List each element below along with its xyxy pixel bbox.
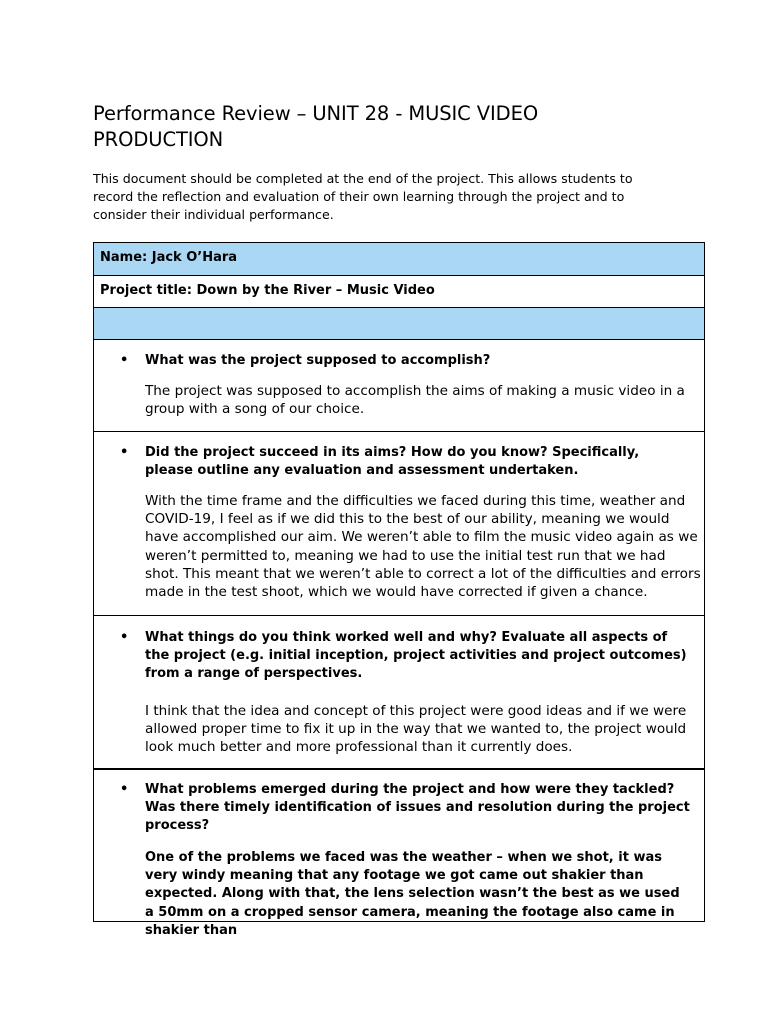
section-question: What was the project supposed to accomplish? — [145, 353, 491, 368]
section-row — [94, 615, 704, 768]
name-row — [94, 243, 704, 275]
intro-paragraph: This document should be completed at the end of the project. This allows students to record the reflection and evaluation of their own learning through the project and to consider their individual performance. — [93, 171, 633, 222]
section-row — [94, 768, 704, 938]
section-row — [94, 431, 704, 615]
section-question: What things do you think worked well and why? Evaluate all aspects of the project (e.g. initial inception, project activities and project outcomes) from a range of perspectives. — [145, 630, 687, 681]
section-row — [94, 339, 704, 431]
section-question: What problems emerged during the project and how were they tackled? Was there timely identification of issues and resolution during the project process? — [145, 782, 690, 833]
review-table — [93, 242, 705, 938]
student-name: Name: Jack O’Hara — [100, 250, 238, 265]
project-title: Project title: Down by the River – Music Video — [100, 283, 435, 298]
blank-header-row — [94, 307, 704, 339]
project-title-row — [94, 275, 704, 307]
section-answer: With the time frame and the difficulties we faced during this time, weather and COVID-19, I feel as if we did this to the best of our ability, meaning we would have accomplished our aim. We weren’t able to film the music video again as we weren’t permitted to, meaning we had to use the initial test run that we had shot. This meant that we weren’t able to correct a lot of the difficulties and errors made in the test shoot, which we would have corrected if given a chance. — [145, 493, 701, 601]
document-title: Performance Review – UNIT 28 - MUSIC VIDEO PRODUCTION — [93, 102, 539, 151]
section-question: Did the project succeed in its aims? How do you know? Specifically, please outline any evaluation and assessment undertaken. — [145, 445, 640, 478]
bullet-marker: • — [120, 782, 129, 797]
section-answer: The project was supposed to accomplish the aims of making a music video in a group with a song of our choice. — [145, 383, 685, 418]
bullet-marker: • — [120, 630, 129, 645]
section-answer: I think that the idea and concept of this project were good ideas and if we were allowed proper time to fix it up in the way that we wanted to, the project would look much better and more professional than it currently does. — [145, 703, 687, 756]
bullet-marker: • — [120, 445, 129, 460]
section-answer: One of the problems we faced was the weather – when we shot, it was very windy meaning that any footage we got came out shakier than expected. Along with that, the lens selection wasn’t the best as we used a 50mm on a cropped sensor camera, meaning the footage also came in shakier than — [145, 850, 680, 938]
bullet-marker: • — [120, 353, 129, 368]
